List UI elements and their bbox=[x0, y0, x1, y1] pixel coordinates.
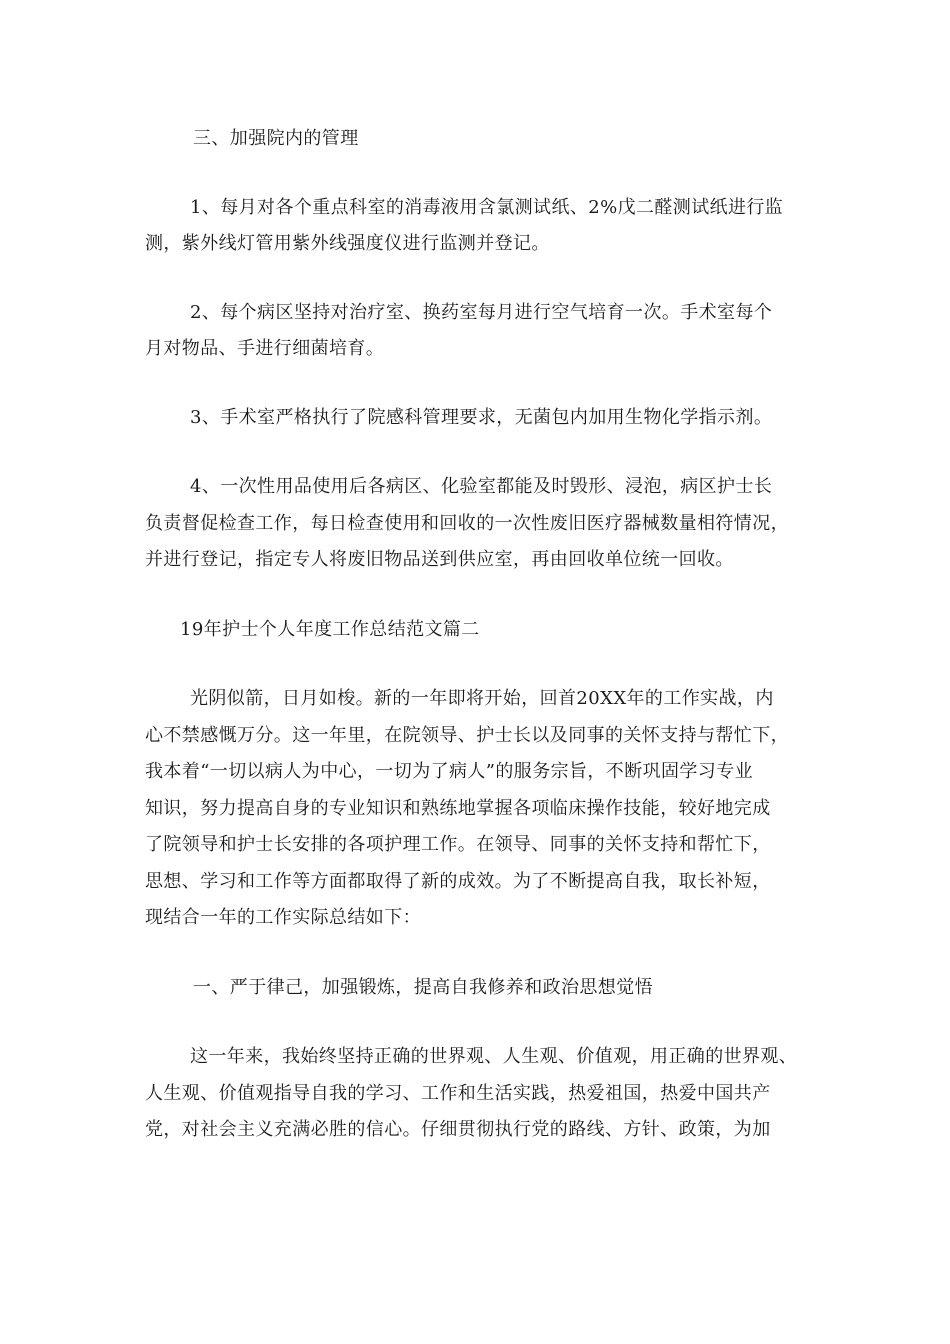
paragraph-line: 我本着“一切以病人为中心，一切为了病人”的服务宗旨，不断巩固学习专业 bbox=[145, 761, 754, 782]
paragraph-line: 1、每月对各个重点科室的消毒液用含氯测试纸、2%戊二醛测试纸进行监 bbox=[190, 197, 784, 218]
paragraph-line: 并进行登记，指定专人将废旧物品送到供应室，再由回收单位统一回收。 bbox=[145, 549, 734, 570]
paragraph-line: 测，紫外线灯管用紫外线强度仪进行监测并登记。 bbox=[145, 233, 550, 254]
paragraph-line: 思想、学习和工作等方面都取得了新的成效。为了不断提高自我，取长补短， bbox=[145, 871, 771, 892]
paragraph-line: 4、一次性用品使用后各病区、化验室都能及时毁形、浸泡，病区护士长 bbox=[190, 476, 773, 497]
paragraph-line: 月对物品、手进行细菌培育。 bbox=[145, 338, 385, 359]
article-title: 19年护士个人年度工作总结范文篇二 bbox=[180, 619, 480, 640]
paragraph-line: 这一年来，我始终坚持正确的世界观、人生观、价值观，用正确的世界观、 bbox=[190, 1046, 798, 1067]
paragraph-line: 3、手术室严格执行了院感科管理要求，无菌包内加用生物化学指示剂。 bbox=[190, 407, 773, 428]
paragraph-line: 2、每个病区坚持对治疗室、换药室每月进行空气培育一次。手术室每个 bbox=[190, 302, 773, 323]
paragraph-line: 心不禁感慨万分。这一年里，在院领导、护士长以及同事的关怀支持与帮忙下， bbox=[145, 725, 789, 746]
paragraph-line: 了院领导和护士长安排的各项护理工作。在领导、同事的关怀支持和帮忙下， bbox=[145, 834, 771, 855]
paragraph-line: 光阴似箭，日月如梭。新的一年即将开始，回首20XX年的工作实战，内 bbox=[190, 688, 774, 709]
paragraph-line: 现结合一年的工作实际总结如下： bbox=[145, 907, 421, 928]
paragraph-line: 负责督促检查工作，每日检查使用和回收的一次性废旧医疗器械数量相符情况， bbox=[145, 513, 789, 534]
paragraph-line: 党，对社会主义充满必胜的信心。仔细贯彻执行党的路线、方针、政策，为加 bbox=[145, 1119, 771, 1140]
section-heading: 三、加强院内的管理 bbox=[193, 128, 359, 149]
paragraph-line: 知识，努力提高自身的专业知识和熟练地掌握各项临床操作技能，较好地完成 bbox=[145, 798, 771, 819]
paragraph-line: 人生观、价值观指导自我的学习、工作和生活实践，热爱祖国，热爱中国共产 bbox=[145, 1083, 771, 1104]
section-heading: 一、严于律己，加强锻炼，提高自我修养和政治思想觉悟 bbox=[193, 977, 653, 998]
